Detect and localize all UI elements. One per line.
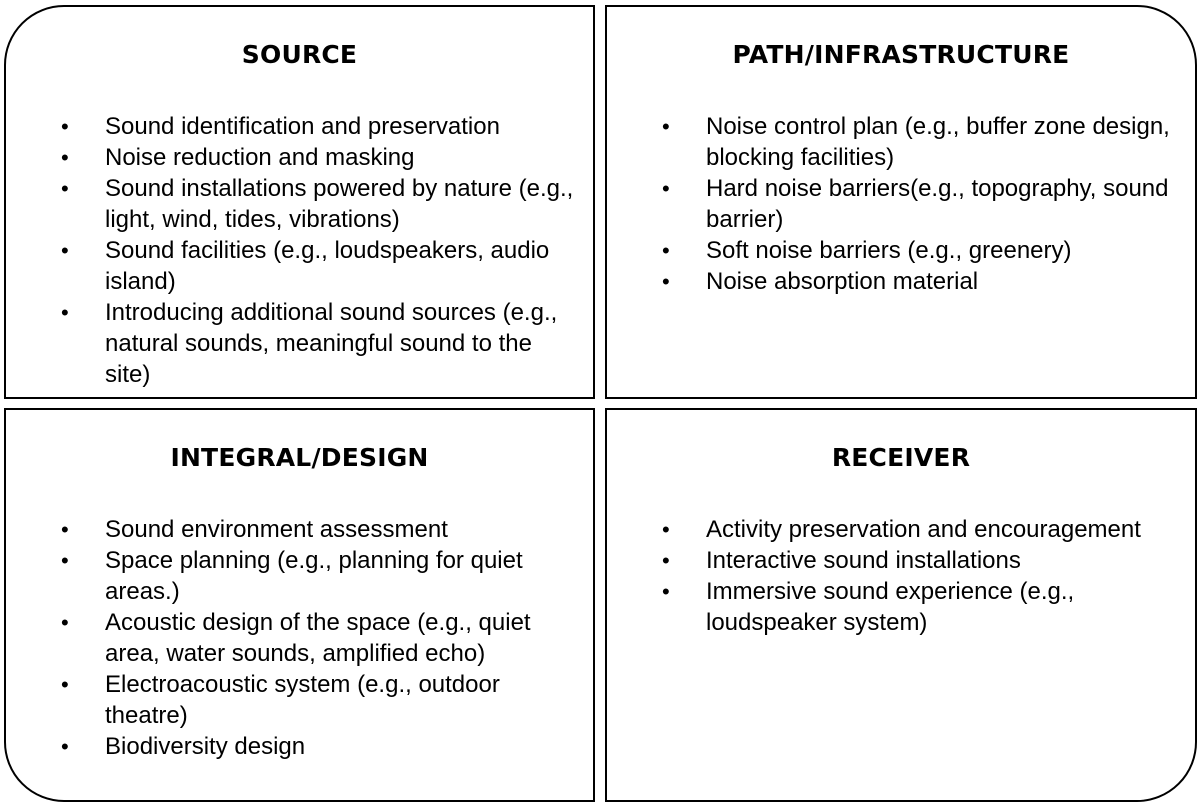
list-item-text: Acoustic design of the space (e.g., quiet area, water sounds, amplified echo): [105, 609, 531, 667]
list-item-text: Space planning (e.g., planning for quiet areas.): [105, 547, 523, 605]
list-item: [61, 514, 575, 545]
list-item-text: Noise reduction and masking: [105, 144, 415, 171]
list-item: [662, 576, 1177, 638]
panel-title: PATH/INFRASTRUCTURE: [732, 40, 1070, 69]
bullet-icon: •: [662, 579, 670, 604]
list-item: [61, 142, 575, 173]
list-item-text: Sound environment assessment: [105, 516, 448, 543]
list-item-text: Electroacoustic system (e.g., outdoor theatre): [105, 671, 500, 729]
bullet-icon: •: [61, 548, 69, 573]
panel-title: INTEGRAL/DESIGN: [170, 443, 429, 472]
bullet-list: [61, 514, 575, 762]
list-item-text: Soft noise barriers (e.g., greenery): [706, 237, 1072, 264]
panel-source: [4, 5, 595, 399]
bullet-icon: •: [662, 114, 670, 139]
bullet-icon: •: [61, 300, 69, 325]
bullet-list: [662, 111, 1177, 297]
bullet-icon: •: [61, 145, 69, 170]
bullet-icon: •: [61, 672, 69, 697]
bullet-icon: •: [61, 734, 69, 759]
list-item: [662, 235, 1177, 266]
list-item-text: Noise absorption material: [706, 268, 979, 295]
bullet-list: [61, 111, 575, 390]
panel-integral-design: [4, 408, 595, 802]
list-item: [662, 173, 1177, 235]
list-item: [662, 111, 1177, 173]
bullet-icon: •: [61, 610, 69, 635]
list-item-text: Sound identification and preservation: [105, 113, 500, 140]
list-item: [662, 514, 1177, 545]
list-item: [61, 111, 575, 142]
list-item-text: Hard noise barriers(e.g., topography, sound barrier): [706, 175, 1169, 233]
panel-title: SOURCE: [241, 40, 358, 69]
bullet-icon: •: [61, 114, 69, 139]
bullet-icon: •: [662, 517, 670, 542]
list-item: [662, 545, 1177, 576]
list-item: [61, 731, 575, 762]
bullet-icon: •: [662, 548, 670, 573]
list-item-text: Activity preservation and encouragement: [706, 516, 1141, 543]
bullet-icon: •: [61, 176, 69, 201]
list-item-text: Introducing additional sound sources (e.g., natural sounds, meaningful sound to the site): [105, 299, 558, 388]
list-item: [61, 607, 575, 669]
list-item-text: Noise control plan (e.g., buffer zone design, blocking facilities): [706, 113, 1170, 171]
list-item-text: Sound facilities (e.g., loudspeakers, audio island): [105, 237, 550, 295]
list-item: [61, 297, 575, 390]
list-item-text: Interactive sound installations: [706, 547, 1021, 574]
list-item: [61, 669, 575, 731]
list-item: [61, 173, 575, 235]
list-item-text: Biodiversity design: [105, 733, 306, 760]
panel-receiver: [605, 408, 1197, 802]
bullet-icon: •: [662, 269, 670, 294]
list-item: [61, 235, 575, 297]
bullet-list: [662, 514, 1177, 638]
list-item: [61, 545, 575, 607]
bullet-icon: •: [662, 176, 670, 201]
bullet-icon: •: [662, 238, 670, 263]
list-item-text: Immersive sound experience (e.g., loudspeaker system): [706, 578, 1075, 636]
panel-title: RECEIVER: [831, 443, 971, 472]
list-item-text: Sound installations powered by nature (e.g., light, wind, tides, vibrations): [105, 175, 574, 233]
list-item: [662, 266, 1177, 297]
bullet-icon: •: [61, 238, 69, 263]
panel-path-infrastructure: [605, 5, 1197, 399]
bullet-icon: •: [61, 517, 69, 542]
